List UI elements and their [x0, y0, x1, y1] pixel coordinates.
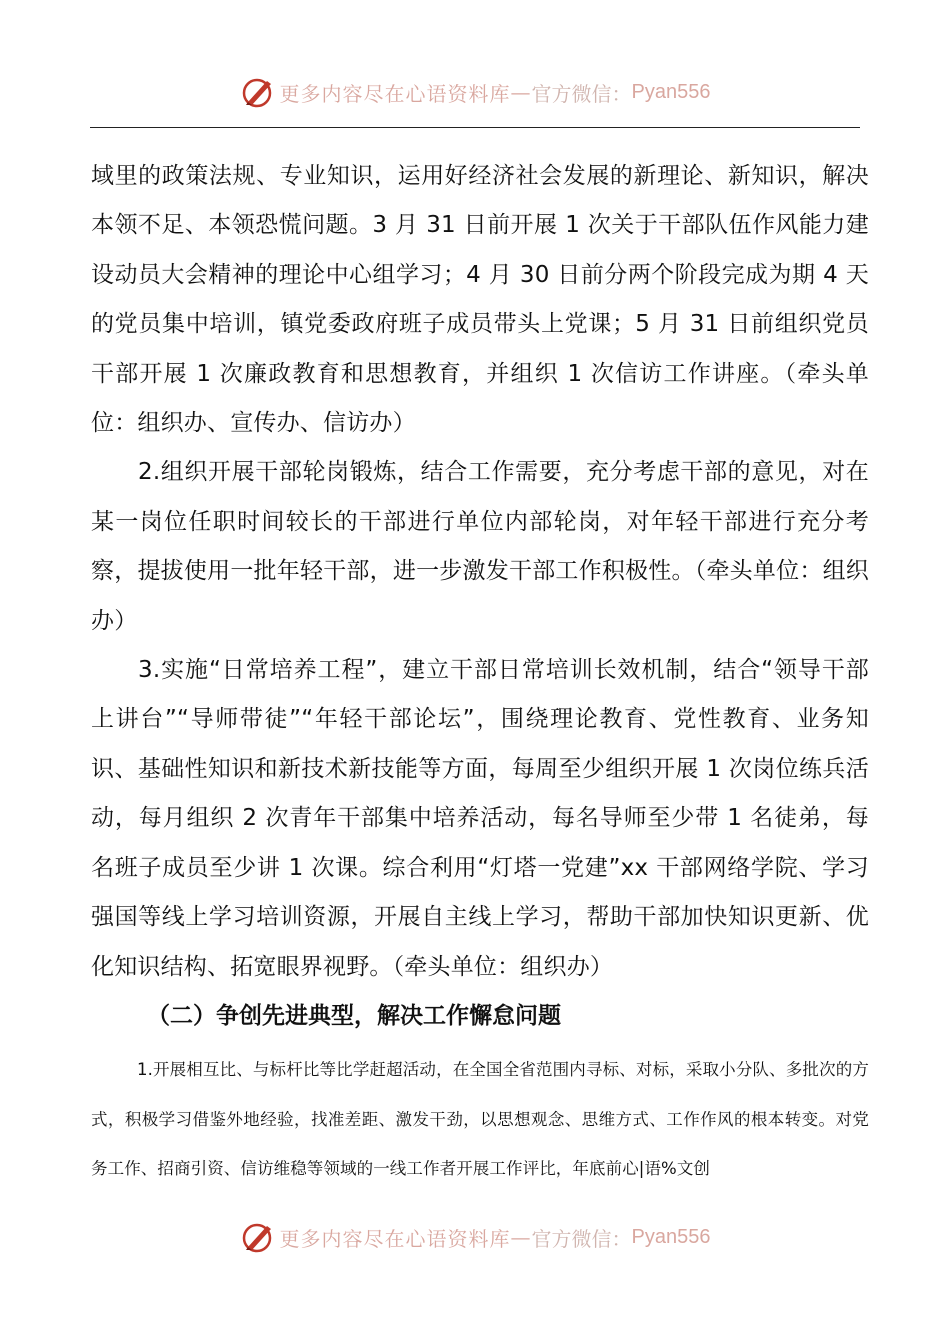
- footer-watermark: [0, 1217, 950, 1257]
- pen-logo-icon: [240, 74, 276, 110]
- document-body: [91, 152, 869, 1194]
- watermark-wechat-label: 官方微信：: [531, 1226, 632, 1251]
- paragraph-2: 2.组织开展干部轮岗锻炼，结合工作需要，充分考虑干部的意见，对在某一岗位任职时间较长的干部进行单位内部轮岗，对年轻干部进行充分考察，提拔使用一批年轻干部，进一步激发干部工作积极性。（牵头单位：组织办）: [91, 459, 869, 634]
- watermark-text: 更多内容尽在心语资料库: [279, 1226, 511, 1251]
- header-rule: [90, 127, 860, 128]
- paragraph-4: 1.开展相互比、与标杆比等比学赶超活动，在全国全省范围内寻标、对标，采取小分队、多批次的方式，积极学习借鉴外地经验，找准差距、激发干劲，以思想观念、思维方式、工作作风的根本转变。对党务工作、招商引资、信访维稳等领域的一线工作者开展工作评比，年底前心|语%文创: [91, 1060, 869, 1179]
- watermark-wechat-id: Pyan556: [631, 1225, 711, 1248]
- pen-logo-icon: [240, 1219, 276, 1255]
- paragraph-3: 3.实施“日常培养工程”，建立干部日常培训长效机制，结合“领导干部上讲台”“导师带徒”“年轻干部论坛”，围绕理论教育、党性教育、业务知识、基础性知识和新技术新技能等方面，每周至少组织开展 1 次岗位练兵活动，每月组织 2 次青年干部集中培养活动，每名导师至少带 1 名徒弟，每名班子成员至少讲 1 次课。综合利用“灯塔一党建”xx 干部网络学院、学习强国等线上学习培训资源，开展自主线上学习，帮助干部加快知识更新、优化知识结构、拓宽眼界视野。（牵头单位：组织办）: [91, 657, 869, 980]
- watermark-separator: —: [510, 1225, 532, 1249]
- watermark-wechat-label: 官方微信：: [531, 81, 632, 106]
- watermark-separator: —: [510, 80, 532, 104]
- paragraph-1: 域里的政策法规、专业知识，运用好经济社会发展的新理论、新知识，解决本领不足、本领恐慌问题。3 月 31 日前开展 1 次关于干部队伍作风能力建设动员大会精神的理论中心组学习；4 月 30 日前分两个阶段完成为期 4 天的党员集中培训，镇党委政府班子成员带头上党课；5 月 31 日前组织党员干部开展 1 次廉政教育和思想教育，并组织 1 次信访工作讲座。（牵头单位：组织办、宣传办、信访办）: [91, 163, 869, 437]
- header-watermark: [0, 72, 950, 112]
- section-heading-2: （二）争创先进典型，解决工作懈怠问题: [147, 1002, 561, 1029]
- watermark-text: 更多内容尽在心语资料库: [279, 81, 511, 106]
- watermark-wechat-id: Pyan556: [631, 80, 711, 103]
